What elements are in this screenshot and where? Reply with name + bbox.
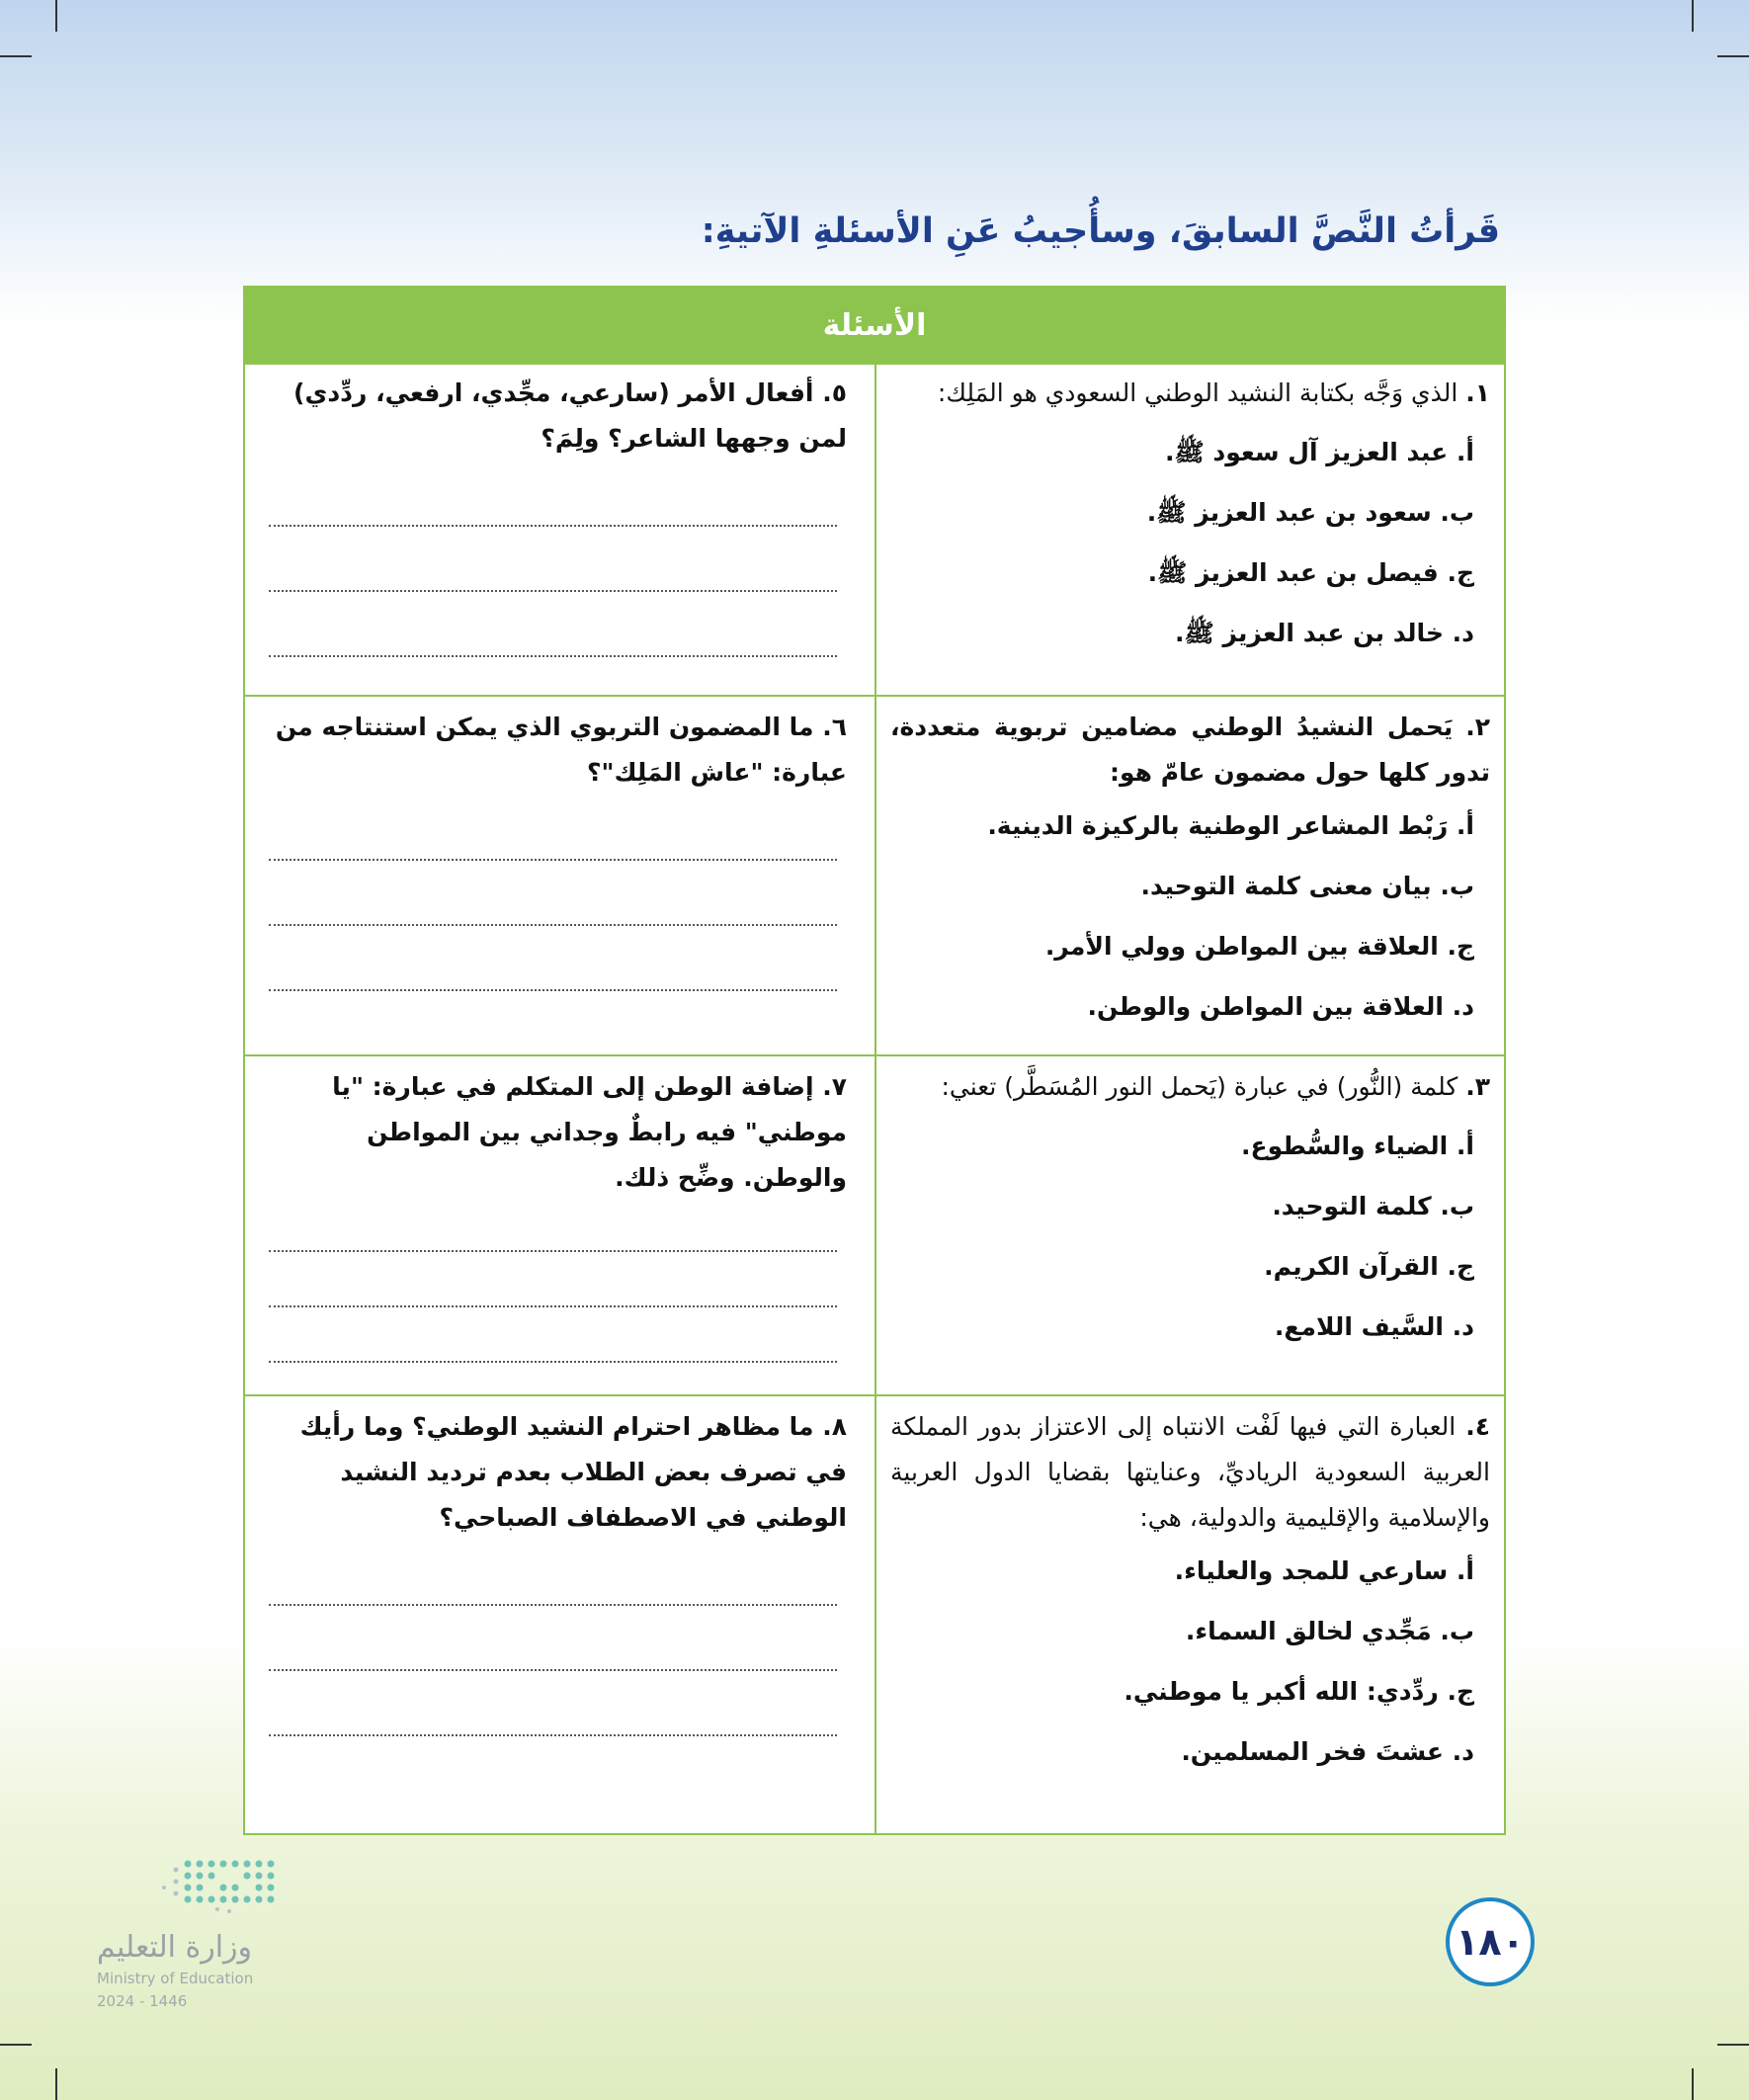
option-item[interactable]: د. عشتَ فخر المسلمين.	[1181, 1737, 1474, 1766]
question-cell	[876, 1064, 1506, 1394]
questions-table	[243, 286, 1506, 1835]
option-item[interactable]: أ. الضياء والسُّطوع.	[1241, 1132, 1474, 1160]
option-item[interactable]: ب. مَجِّدي لخالق السماء.	[1185, 1617, 1474, 1645]
page-number: ١٨٠	[1446, 1897, 1535, 1986]
answer-line[interactable]	[269, 1671, 837, 1736]
ministry-name-ar: وزارة التعليم	[97, 1930, 253, 1965]
option-item[interactable]: ج. القرآن الكريم.	[1264, 1252, 1474, 1281]
ministry-name-en: Ministry of Education	[97, 1970, 254, 1987]
option-item[interactable]: ج. العلاقة بين المواطن وولي الأمر.	[1044, 932, 1474, 961]
question-cell	[876, 705, 1506, 1054]
answer-line[interactable]	[269, 592, 837, 657]
question-cell	[245, 1404, 874, 1835]
crop-mark	[1692, 2068, 1694, 2100]
row-divider	[245, 1394, 1504, 1396]
options-list	[890, 422, 1490, 663]
answer-line[interactable]	[269, 796, 837, 861]
answer-line[interactable]	[269, 1307, 837, 1363]
option-item[interactable]: أ. سارعي للمجد والعلياء.	[1174, 1556, 1474, 1585]
option-item[interactable]: أ. رَبْط المشاعر الوطنية بالركيزة الدينية.	[987, 811, 1474, 840]
question-text: ٤. العبارة التي فيها لَفْت الانتباه إلى الاعتزاز بدور المملكة العربية السعودية الرياديِّ، وعنايتها بقضايا الدول العربية والإسلامية والإقليمية والدولية، هي:	[890, 1412, 1490, 1532]
answer-line[interactable]	[269, 462, 837, 527]
option-item[interactable]: د. خالد بن عبد العزيز ﷺ.	[1175, 619, 1474, 647]
question-cell	[245, 1064, 874, 1394]
answer-line[interactable]	[269, 1252, 837, 1307]
option-item[interactable]: ب. كلمة التوحيد.	[1272, 1192, 1474, 1220]
answer-line[interactable]	[269, 926, 837, 991]
option-item[interactable]: د. العلاقة بين المواطن والوطن.	[1087, 992, 1474, 1021]
crop-mark	[1717, 55, 1749, 57]
crop-mark	[0, 55, 32, 57]
answer-line[interactable]	[269, 1541, 837, 1606]
question-text: ٥. أفعال الأمر (سارعي، مجِّدي، ارفعي، ردِّدي) لمن وجهها الشاعر؟ ولِمَ؟	[293, 378, 847, 453]
question-text: ٨. ما مظاهر احترام النشيد الوطني؟ وما رأيك في تصرف بعض الطلاب بعدم ترديد النشيد الوطني في الاصطفاف الصباحي؟	[299, 1412, 847, 1532]
option-item[interactable]: د. السَّيف اللامع.	[1274, 1312, 1474, 1341]
options-list	[890, 1116, 1490, 1357]
question-cell	[245, 705, 874, 1054]
options-list	[890, 796, 1490, 1037]
option-item[interactable]: ج. فيصل بن عبد العزيز ﷺ.	[1147, 558, 1474, 587]
option-item[interactable]: ب. بيان معنى كلمة التوحيد.	[1140, 872, 1474, 900]
option-item[interactable]: ج. ردِّدي: الله أكبر يا موطني.	[1124, 1677, 1474, 1706]
question-cell	[876, 1404, 1506, 1835]
crop-mark	[55, 2068, 57, 2100]
question-text: ١. الذي وَجَّه بكتابة النشيد الوطني السعودي هو المَلِك:	[937, 378, 1490, 407]
option-item[interactable]: ب. سعود بن عبد العزيز ﷺ.	[1146, 498, 1474, 527]
crop-mark	[55, 0, 57, 32]
row-divider	[245, 695, 1504, 697]
answer-line[interactable]	[269, 1201, 837, 1252]
question-text: ٢. يَحمل النشيدُ الوطني مضامين تربوية متعددة، تدور كلها حول مضمون عامّ هو:	[890, 713, 1490, 787]
answer-line[interactable]	[269, 527, 837, 592]
options-list	[890, 1541, 1490, 1782]
crop-mark	[1692, 0, 1694, 32]
answer-line[interactable]	[269, 861, 837, 926]
answer-line[interactable]	[269, 1606, 837, 1671]
crop-mark	[1717, 2044, 1749, 2046]
crop-mark	[0, 2044, 32, 2046]
question-cell	[876, 371, 1506, 695]
table-header: الأسئلة	[245, 288, 1504, 365]
question-text: ٦. ما المضمون التربوي الذي يمكن استنتاجه من عبارة: "عاش المَلِك"؟	[275, 713, 847, 787]
ministry-year: 2024 - 1446	[97, 1992, 188, 2010]
option-item[interactable]: أ. عبد العزيز آل سعود ﷺ.	[1164, 438, 1474, 466]
section-heading: قَرأتُ النَّصَّ السابقَ، وسأُجيبُ عَنِ الأسئلةِ الآتيةِ:	[701, 211, 1500, 251]
row-divider	[245, 1054, 1504, 1056]
question-text: ٧. إضافة الوطن إلى المتكلم في عبارة: "يا موطني" فيه رابطٌ وجداني بين المواطن والوطن. وضِّح ذلك.	[332, 1072, 847, 1192]
question-cell	[245, 371, 874, 695]
question-text: ٣. كلمة (النُّور) في عبارة (يَحمل النور المُسَطَّر) تعني:	[941, 1072, 1490, 1101]
